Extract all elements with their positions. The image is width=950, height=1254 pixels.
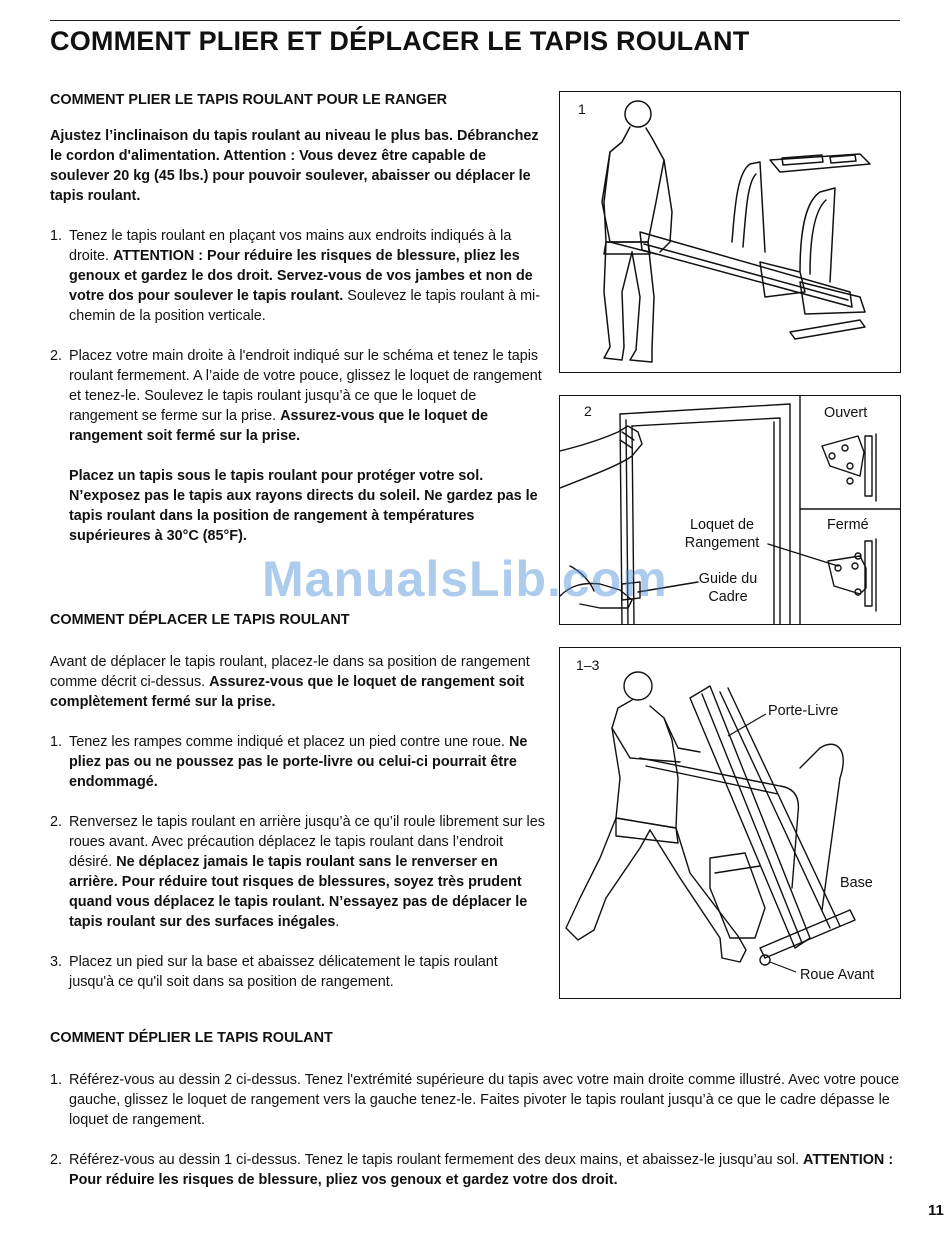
fold-step-1 xyxy=(50,226,546,326)
step-text: Renversez le tapis roulant en arrière jusqu’à ce qu’il roule librement sur les roues avant. Avec précaution déplacez le tapis roulant dans l’endroit désiré. xyxy=(69,814,545,870)
page-number: 11 xyxy=(928,1202,944,1219)
step-number: 2. xyxy=(50,1152,63,1168)
step-warning: ATTENTION : Pour réduire les risques de blessure, pliez les genoux et gardez le dos droit. Servez-vous de vos jambes et non de votre dos pour soulever le tapis roulant. xyxy=(69,248,533,304)
step-number: 1. xyxy=(50,1072,63,1088)
move-step-3 xyxy=(50,952,546,992)
move-section xyxy=(50,610,546,992)
step-text: Référez-vous au dessin 2 ci-dessus. Tenez l'extrémité supérieure du tapis avec votre main droite comme illustré. Avec votre pouce gauche, glissez le loquet de rangement vers la gauche tenez-le. Faites pivoter le tapis roulant jusqu’à ce que le cadre dépasse le loquet de rangement. xyxy=(69,1072,900,1128)
unfold-section xyxy=(50,1028,900,1190)
label-open: Ouvert xyxy=(824,405,868,421)
fold-intro: Ajustez l’inclinaison du tapis roulant au niveau le plus bas. Débranchez le cordon d'alimentation. Attention : Vous devez être capable de soulever 20 kg (45 lbs.) pour pouvoir soulever, abaisser ou déplacer le tapis roulant. xyxy=(50,128,539,204)
move-heading: COMMENT DÉPLACER LE TAPIS ROULANT xyxy=(50,612,350,628)
figure-1 xyxy=(559,91,901,373)
step-number: 3. xyxy=(50,954,63,970)
move-intro xyxy=(50,652,546,712)
unfold-step-1 xyxy=(50,1070,900,1130)
step-number: 1. xyxy=(50,734,63,750)
step-warning: ATTENTION : Pour réduire les risques de blessure, pliez vos genoux et gardez votre dos droit. xyxy=(69,1152,894,1188)
figure-3-drawing xyxy=(560,648,900,998)
step-number: 2. xyxy=(50,814,63,830)
label-line: Loquet de xyxy=(689,517,755,533)
label-base: Base xyxy=(840,875,873,891)
label-line: Cadre xyxy=(708,589,748,605)
step-text: Placez votre main droite à l'endroit indiqué sur le schéma et tenez le tapis roulant fermement. A l’aide de votre pouce, glissez le loquet de rangement et tenez-le. Soulevez le tapis roulant jusqu’à ce que le loquet de rangement se ferme sur la prise. xyxy=(69,348,542,424)
intro-text: Avant de déplacer le tapis roulant, placez-le dans sa position de rangement comme décrit ci-dessus. xyxy=(50,654,530,690)
unfold-step-2 xyxy=(50,1150,900,1190)
label-front-wheel: Roue Avant xyxy=(800,967,875,983)
label-line: Guide du xyxy=(698,571,758,587)
step-text: Tenez les rampes comme indiqué et placez un pied contre une roue. xyxy=(69,734,509,750)
intro-warning: Assurez-vous que le loquet de rangement soit complètement fermé sur la prise. xyxy=(50,674,525,710)
label-book-holder: Porte-Livre xyxy=(768,703,839,719)
figure-1-drawing xyxy=(560,92,900,372)
step-text: . xyxy=(335,914,340,930)
fold-step-2 xyxy=(50,346,546,446)
top-rule xyxy=(50,20,900,21)
page-title: COMMENT PLIER ET DÉPLACER LE TAPIS ROULANT xyxy=(50,26,750,56)
label-closed: Fermé xyxy=(827,517,869,533)
step-text: Soulevez le tapis roulant à mi-chemin de la position verticale. xyxy=(69,288,541,324)
label-frame-guide xyxy=(678,570,778,606)
step-number: 2. xyxy=(50,348,63,364)
figure-2-number: 2 xyxy=(584,403,592,419)
step-text: Tenez le tapis roulant en plaçant vos mains aux endroits indiqués à la droite. xyxy=(69,228,512,264)
watermark: ManualsLib.com xyxy=(262,551,668,607)
label-storage-latch xyxy=(672,516,772,552)
figure-1-number: 1 xyxy=(578,101,586,117)
step-warning: Assurez-vous que le loquet de rangement soit fermé sur la prise. xyxy=(69,408,489,444)
book-leader-line xyxy=(728,714,766,736)
step-warning: Ne pliez pas ou ne poussez pas le porte-livre ou celui-ci pourrait être endommagé. xyxy=(69,734,528,790)
unfold-heading: COMMENT DÉPLIER LE TAPIS ROULANT xyxy=(50,1030,333,1046)
figure-3 xyxy=(559,647,901,999)
label-line: Rangement xyxy=(684,535,760,551)
fold-heading: COMMENT PLIER LE TAPIS ROULANT POUR LE RANGER xyxy=(50,92,448,108)
step-text: Placez un pied sur la base et abaissez délicatement le tapis roulant jusqu'à ce qu'il soit dans sa position de rangement. xyxy=(69,954,498,990)
move-step-2 xyxy=(50,812,546,932)
step-number: 1. xyxy=(50,228,63,244)
step-warning: Ne déplacez jamais le tapis roulant sans le renverser en arrière. Pour réduire tout risques de blessures, soyez très prudent quand vous déplacez le tapis roulant. N’essayez pas de déplacer le tapis roulant sur des surfaces inégales xyxy=(69,854,528,930)
step-text: Référez-vous au dessin 1 ci-dessus. Tenez le tapis roulant fermement des deux mains, et abaissez-le jusqu’au sol. xyxy=(69,1152,804,1168)
fold-section xyxy=(50,90,546,546)
wheel-leader-line xyxy=(770,962,796,972)
figure-3-number: 1–3 xyxy=(576,657,600,673)
fold-note: Placez un tapis sous le tapis roulant pour protéger votre sol. N’exposez pas le tapis aux rayons directs du soleil. Ne gardez pas le tapis roulant dans la position de rangement à températures supérieures à 30°C (85°F). xyxy=(69,468,538,544)
move-step-1 xyxy=(50,732,546,792)
